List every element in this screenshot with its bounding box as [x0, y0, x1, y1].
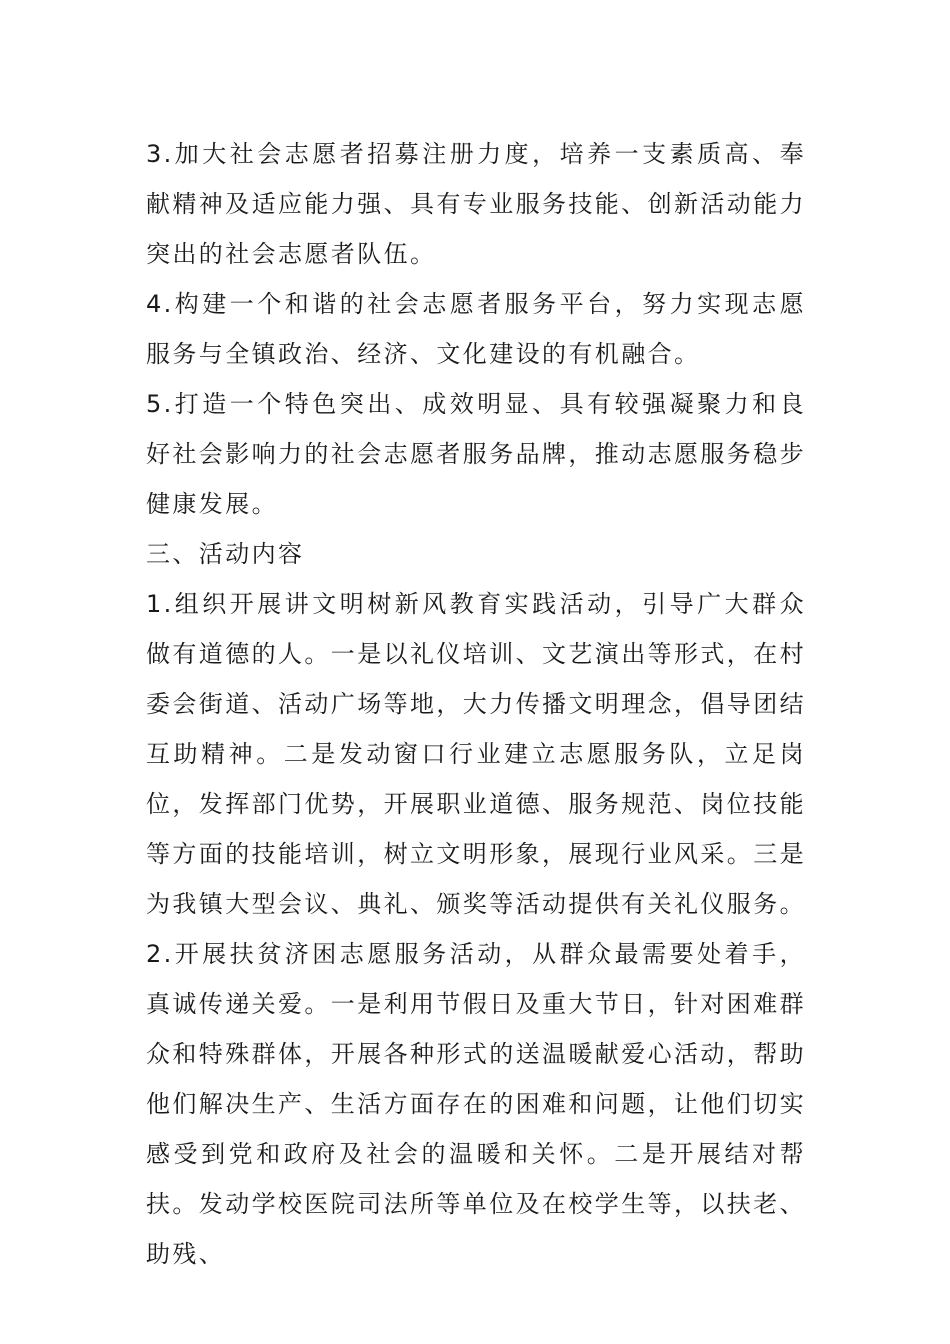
document-body	[146, 129, 806, 1279]
paragraph-goal-3: 3.加大社会志愿者招募注册力度，培养一支素质高、奉献精神及适应能力强、具有专业服务技能、创新活动能力突出的社会志愿者队伍。	[146, 140, 806, 268]
paragraph-goal-5: 5.打造一个特色突出、成效明显、具有较强凝聚力和良好社会影响力的社会志愿者服务品牌，推动志愿服务稳步健康发展。	[146, 390, 806, 518]
paragraph-goal-4: 4.构建一个和谐的社会志愿者服务平台，努力实现志愿服务与全镇政治、经济、文化建设的有机融合。	[146, 290, 806, 368]
section-heading-activities: 三、活动内容	[146, 540, 305, 568]
paragraph-activity-1: 1.组织开展讲文明树新风教育实践活动，引导广大群众做有道德的人。一是以礼仪培训、文艺演出等形式，在村委会街道、活动广场等地，大力传播文明理念，倡导团结互助精神。二是发动窗口行业建立志愿服务队，立足岗位，发挥部门优势，开展职业道德、服务规范、岗位技能等方面的技能培训，树立文明形象，展现行业风采。三是为我镇大型会议、典礼、颁奖等活动提供有关礼仪服务。	[146, 590, 806, 918]
paragraph-activity-2: 2.开展扶贫济困志愿服务活动，从群众最需要处着手，真诚传递关爱。一是利用节假日及重大节日，针对困难群众和特殊群体，开展各种形式的送温暖献爱心活动，帮助他们解决生产、生活方面存在的困难和问题，让他们切实感受到党和政府及社会的温暖和关怀。二是开展结对帮扶。发动学校医院司法所等单位及在校学生等，以扶老、助残、	[146, 940, 806, 1268]
